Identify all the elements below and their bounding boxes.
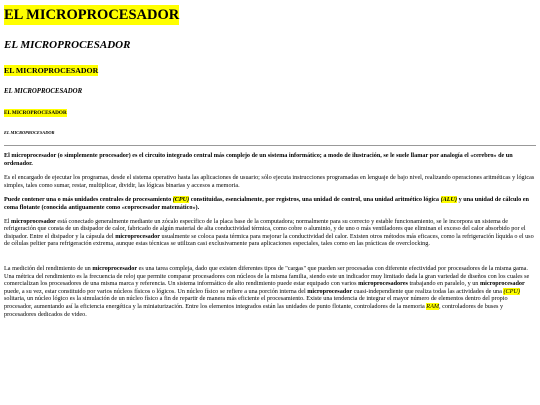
cpu-highlight: (CPU) bbox=[172, 196, 190, 204]
performance-text-c: es una tarea compleja, dado que existen diferentes tipos de "cargas" que pueden ser procesadas con diferente efectividad por procesadores de la misma gama. Una métrica del rendimiento es la frecuencia de reloj que permite comparar procesadores con núcleos de la misma familia, siendo este un indicador muy limitado dada la gran variedad de diseños con los cuales se comercializan los procesadores de una misma marca y referencia. Un sistema informático de alto rendimiento puede estar equipado con varios bbox=[4, 264, 530, 288]
units-text-c: y una unidad de cálculo en coma flotante (conocida antiguamente como «coprocesador matemático»). bbox=[4, 196, 529, 211]
microprocesador-bold: microprocesador bbox=[115, 232, 160, 240]
performance-text-d: trabajando en paralelo, y un bbox=[407, 280, 480, 288]
microprocesadores-bold: microprocesadores bbox=[358, 280, 408, 288]
microprocesador-bold: microprocesador bbox=[11, 217, 56, 225]
heading-4: EL MICROPROCESADOR bbox=[4, 88, 83, 95]
performance-text-h: , controladores de buses y procesadores dedicados de video. bbox=[4, 302, 504, 318]
paragraph-intro: El microprocesador (o simplemente procesador) es el circuito integrado central más complejo de un sistema informático; a modo de ilustración, se le suele llamar por analogía el «cerebro» de un ordenador. bbox=[4, 152, 513, 167]
performance-text-g: solitaria, un núcleo lógico es la simulación de un núcleo físico a fin de repartir de manera más eficiente el procesamiento. Existe una tendencia de integrar el mayor número de elementos dentro del propio procesador, aumentando así la eficiencia energética y la miniaturización. Entre los elementos integrados están las unidades de punto flotante, controladores de la memoria bbox=[4, 295, 508, 310]
mounting-text-d: usualmente se coloca pasta térmica para mejorar la conductividad del calor. Existen otros métodos más eficaces, como la refrigeración líquida o el uso de células peltier para refrigeración extrema, aunque estas técnicas se utilizan casi exclusivamente para aplicaciones especiales, tales como en las prácticas de overclocking. bbox=[4, 232, 534, 248]
heading-3: EL MICROPROCESADOR bbox=[4, 66, 99, 75]
units-text-b: constituidas, esencialmente, por registros, una unidad de control, una unidad aritmético lógica bbox=[189, 196, 441, 204]
mounting-text-c: está conectado generalmente mediante un zócalo específico de la placa base de la computadora; normalmente para su correcto y estable funcionamiento, se le incorpora un sistema de refrigeración que consta de un disipador de calor, fabricado de algún material de alta conductividad térmica, como cobre o aluminio, y de uno o más ventiladores que eliminan el exceso del calor absorbido por el disipador. Entre el disipador y la cápsula del bbox=[4, 217, 526, 240]
heading-1-row bbox=[4, 5, 536, 25]
paragraph-role: Es el encargado de ejecutar los programas, desde el sistema operativo hasta las aplicaciones de usuario; sólo ejecuta instrucciones programadas en lenguaje de bajo nivel, realizando operaciones aritméticas y lógicas simples, tales como sumar, restar, multiplicar, dividir, las lógicas binarias y accesos a memoria. bbox=[4, 174, 535, 189]
alu-highlight: (ALU) bbox=[440, 196, 458, 204]
units-text-a: Puede contener una o más unidades centrales de procesamiento bbox=[4, 196, 173, 204]
paragraph-performance bbox=[4, 265, 536, 318]
performance-text-f: cuasi-independiente que realiza todas las actividades de una bbox=[352, 287, 504, 295]
performance-text-e: puede, a su vez, estar constituido por varios núcleos físicos o lógicos. Un núcleo físico se refiere a una porción interna del bbox=[4, 287, 308, 295]
paragraph-mounting bbox=[4, 218, 536, 248]
horizontal-rule bbox=[4, 145, 536, 146]
heading-2: EL MICROPROCESADOR bbox=[4, 39, 131, 51]
heading-3-row bbox=[4, 52, 536, 78]
microprocesador-bold: microprocesador bbox=[479, 280, 525, 288]
microprocesador-bold: microprocesador bbox=[92, 264, 138, 272]
heading-1: EL MICROPROCESADOR bbox=[4, 7, 180, 23]
microprocesador-bold: microprocesador bbox=[307, 287, 353, 295]
paragraph-units bbox=[4, 196, 536, 211]
cpu-highlight: (CPU) bbox=[503, 287, 520, 295]
heading-6: EL MICROPROCESADOR bbox=[4, 130, 55, 135]
heading-5: EL MICROPROCESADOR bbox=[4, 110, 67, 116]
mounting-text-a: El bbox=[4, 217, 12, 225]
performance-text-a: La medición del rendimiento de un bbox=[4, 264, 93, 272]
heading-5-row bbox=[4, 97, 536, 119]
ram-highlight: RAM bbox=[426, 302, 440, 310]
